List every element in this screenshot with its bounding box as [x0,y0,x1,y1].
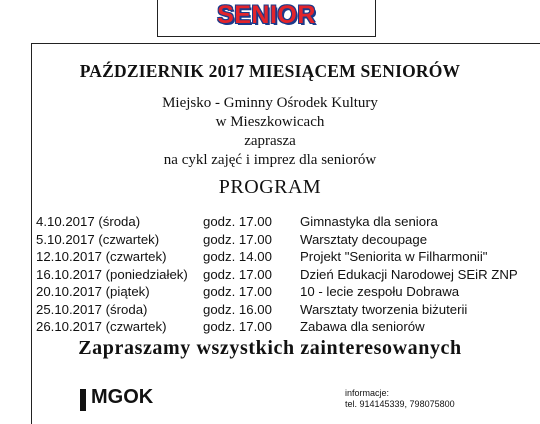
organizer-location: w Mieszkowicach [215,114,325,130]
event-name: Projekt "Seniorita w Filharmonii" [300,249,488,264]
organizer-series: na cykl zajęć i imprez dla seniorów [163,152,377,168]
event-name: Warsztaty tworzenia biżuterii [300,301,468,317]
mgok-logo [80,385,190,415]
event-name: Dzień Edukacji Narodowej SEiR ZNP [300,266,518,282]
contact-phone: tel. 914145339, 798075800 [345,399,455,409]
organizer-name: Miejsko - Gminny Ośrodek Kultury [162,95,378,111]
event-time: godz. 17.00 [203,266,272,282]
event-name: Gimnastyka dla seniora [300,214,438,229]
mgok-logo-text: MGOK [91,386,154,408]
list-item [0,232,540,250]
list-item [0,319,540,337]
invitation-text: Zapraszamy wszystkich zainteresowanych [78,337,462,359]
program-title: PROGRAM [218,176,322,198]
event-time: godz. 14.00 [203,249,272,264]
list-item [0,249,540,267]
event-date: 25.10.2017 (środa) [36,301,148,317]
list-item [0,267,540,285]
program-list [0,214,540,337]
event-date: 20.10.2017 (piątek) [36,284,150,299]
logo-box [157,0,376,37]
list-item [0,302,540,320]
organizer-invites: zaprasza [244,133,296,149]
event-date: 12.10.2017 (czwartek) [36,249,167,264]
event-time: godz. 17.00 [203,214,272,229]
contact-label: informacje: [345,388,390,398]
event-time: godz. 17.00 [203,284,272,299]
headline: PAŹDZIERNIK 2017 MIESIĄCEM SENIORÓW [79,61,461,81]
list-item [0,284,540,302]
event-name: 10 - lecie zespołu Dobrawa [300,284,460,299]
event-name: Warsztaty decoupage [300,231,428,247]
event-time: godz. 17.00 [203,231,272,247]
event-name: Zabawa dla seniorów [300,319,425,334]
event-date: 16.10.2017 (poniedziałek) [36,266,188,282]
event-date: 26.10.2017 (czwartek) [36,319,167,334]
event-date: 4.10.2017 (środa) [36,214,141,229]
senior-logo: SENIOR [217,1,316,29]
list-item [0,214,540,232]
event-date: 5.10.2017 (czwartek) [36,231,160,247]
event-time: godz. 17.00 [203,319,272,334]
event-time: godz. 16.00 [203,301,272,317]
logo-bar-icon [80,389,86,411]
